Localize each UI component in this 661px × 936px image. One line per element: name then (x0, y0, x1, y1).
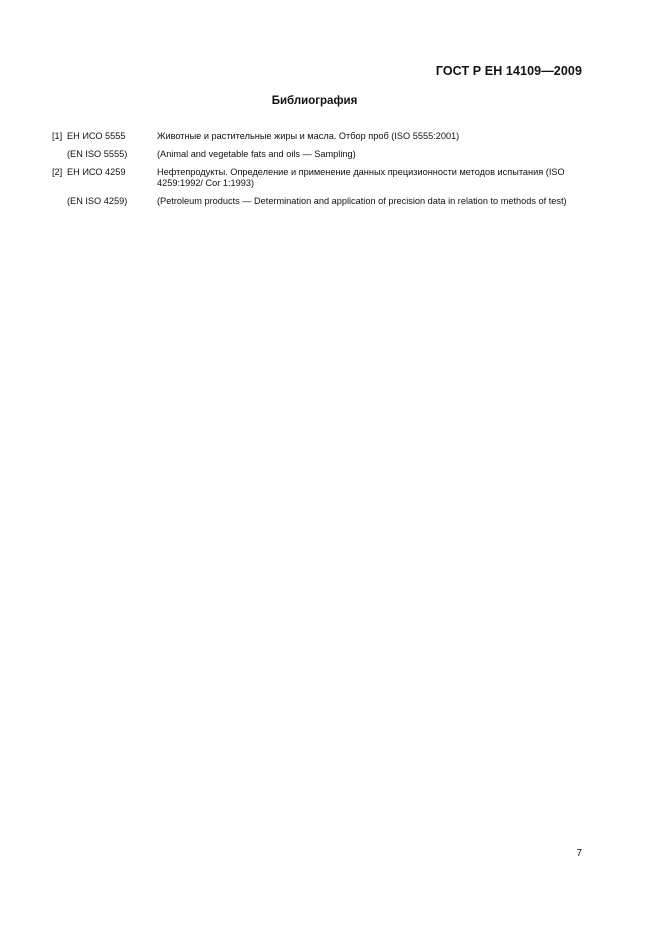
entry-code: ЕН ИСО 5555 (67, 131, 126, 141)
bibliography-list (52, 131, 582, 207)
bibliography-entry (52, 196, 582, 207)
entry-code: (EN ISO 5555) (67, 149, 128, 159)
page-title: Библиография (271, 95, 358, 107)
entry-title: (Animal and vegetable fats and oils — Sampling) (157, 149, 356, 159)
bibliography-entry (52, 167, 582, 189)
entry-code: ЕН ИСО 4259 (67, 167, 126, 177)
page-number: 7 (576, 848, 582, 859)
document-number: ГОСТ Р ЕН 14109—2009 (435, 64, 582, 78)
entry-number: [2] (52, 167, 63, 177)
entry-title: Нефтепродукты. Определение и применение данных прецизионности методов испытания (ISO 4259:1992/ Cor 1:1993) (157, 167, 565, 188)
entry-number: [1] (52, 131, 63, 141)
bibliography-entry (52, 131, 582, 142)
bibliography-entry (52, 149, 582, 160)
entry-title: (Petroleum products — Determination and application of precision data in relation to methods of test) (157, 196, 567, 206)
entry-title: Животные и растительные жиры и масла. Отбор проб (ISO 5555:2001) (157, 131, 460, 141)
entry-code: (EN ISO 4259) (67, 196, 128, 206)
